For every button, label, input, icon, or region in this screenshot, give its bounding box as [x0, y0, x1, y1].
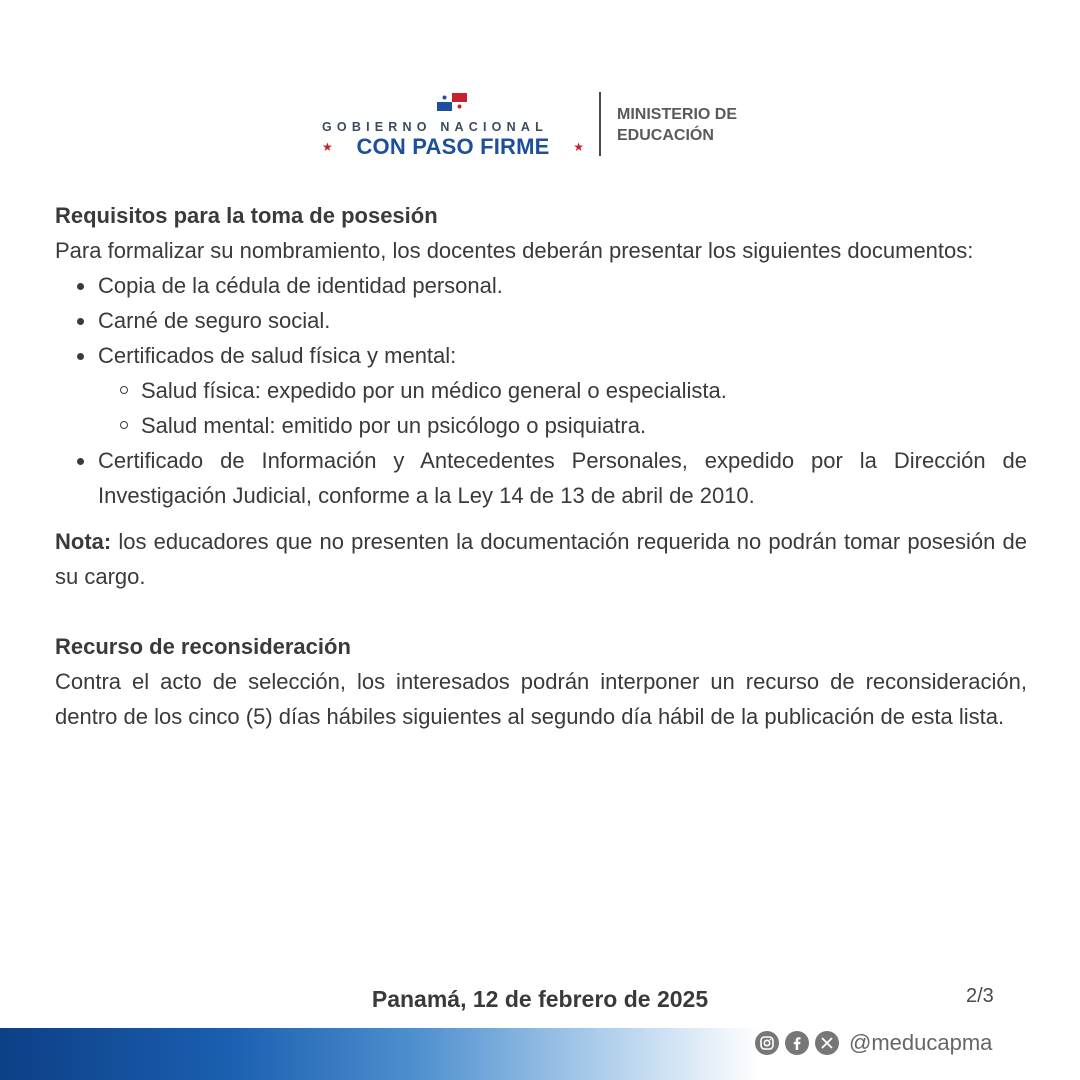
sublist-item: Salud física: expedido por un médico general o especialista. [98, 373, 1027, 408]
section2 [55, 629, 1027, 734]
social-handle[interactable]: @meducapma [849, 1030, 993, 1055]
con-paso-firme-text: CON PASO FIRME [356, 134, 550, 159]
section2-text: Contra el acto de selección, los interesados podrán interponer un recurso de reconsideración, dentro de los cinco (5) días hábiles siguientes al segundo día hábil de la publicación de esta lista. [55, 669, 1027, 729]
note [55, 524, 1027, 594]
header [0, 88, 1080, 168]
health-sublist [98, 373, 1027, 443]
list-item: Carné de seguro social. [55, 303, 1027, 338]
publication-date: Panamá, 12 de febrero de 2025 [371, 986, 709, 1012]
star-icon: ★ [573, 140, 584, 154]
social-links [755, 1028, 992, 1058]
logo-slogan [322, 134, 584, 160]
note-text: los educadores que no presenten la documentación requerida no podrán tomar posesión de su cargo. [55, 529, 1027, 589]
ministry-name [617, 104, 737, 146]
requirements-list [55, 268, 1027, 513]
section1-intro: Para formalizar su nombramiento, los docentes deberán presentar los siguientes documentos: [55, 238, 974, 263]
section1-title: Requisitos para la toma de posesión [55, 203, 438, 228]
header-divider [599, 92, 601, 156]
facebook-icon[interactable] [785, 1031, 809, 1055]
ministry-line2: EDUCACIÓN [617, 127, 714, 144]
list-item: Certificado de Información y Antecedentes Personales, expedido por la Dirección de Investigación Judicial, conforme a la Ley 14 de 13 de abril de 2010. [55, 443, 1027, 513]
main-content [55, 198, 1027, 734]
list-item: Copia de la cédula de identidad personal. [55, 268, 1027, 303]
sublist-item: Salud mental: emitido por un psicólogo o psiquiatra. [98, 408, 1027, 443]
list-item-label: Certificados de salud física y mental: [98, 343, 457, 368]
gobierno-nacional-text: GOBIERNO NACIONAL [322, 120, 548, 134]
panama-flag-icon [437, 93, 467, 111]
list-item-health [55, 338, 1027, 443]
section2-title: Recurso de reconsideración [55, 634, 351, 659]
instagram-icon[interactable] [755, 1031, 779, 1055]
x-icon[interactable] [815, 1031, 839, 1055]
footer-gradient-band [0, 1028, 760, 1080]
star-icon: ★ [322, 140, 333, 154]
note-label: Nota: [55, 529, 112, 554]
page-indicator: 2/3 [966, 985, 994, 1007]
ministry-line1: MINISTERIO DE [617, 106, 738, 123]
